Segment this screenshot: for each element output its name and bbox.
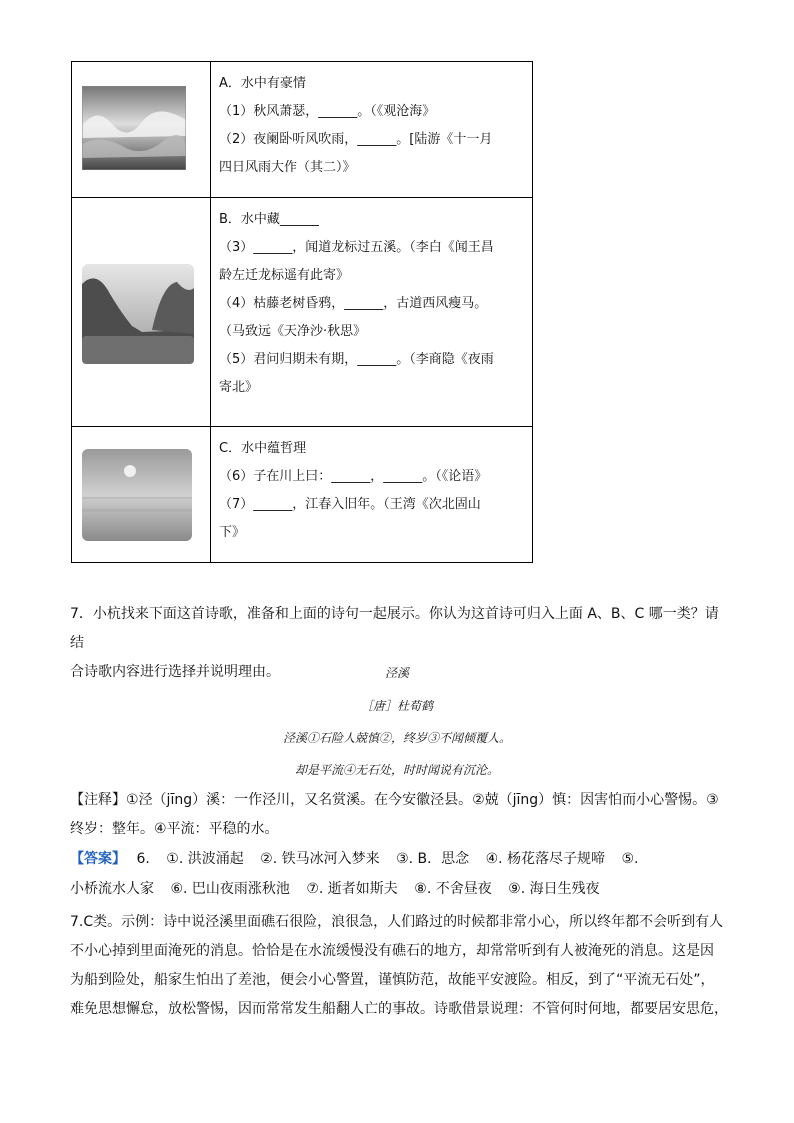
explanation-line: 7.C类。示例：诗中说泾溪里面礁石很险，浪很急，人们路过的时候都非常小心，所以终年都不会听到有人 [70,914,724,930]
question-line: 合诗歌内容进行选择并说明理由。 [70,664,280,680]
answer-line [70,844,730,874]
explanation-line: 难免思想懈怠，放松警惕，因而常常发生船翻人亡的事故。诗歌借景说理：不管何时何地，都要居安思危， [70,1001,728,1017]
note-line: 终岁：整年。④平流：平稳的水。 [70,821,279,837]
answer-tag: 【答案】 [70,851,126,867]
sea-waves-image [82,86,186,170]
answer-item: ②. 铁马冰河入梦来 [260,851,380,867]
answer-block [70,844,730,904]
answer-item: 小桥流水人家 [70,881,154,897]
text-line: （2）夜阑卧听风吹雨，______。[陆游《十一月 [219,132,493,147]
table-row [72,427,533,563]
text-line: （7）______，江春入旧年。（王湾《次北固山 [219,497,481,512]
text-line: 龄左迁龙标遥有此寄》 [219,268,350,283]
text-line: （3）______，闻道龙标过五溪。（李白《闻王昌 [219,240,494,255]
explanation-line: 为船到险处，船家生怕出了差池，便会小心警置，谨慎防范，故能平安渡险。相反，到了“平流无石处”， [70,972,715,988]
sunrise-image [82,449,192,541]
answer-item: ①. 洪波涌起 [166,851,244,867]
annotations [70,786,730,844]
poem-line: 却是平流④无石处，时时闻说有沉沦。 [294,763,499,777]
text-line: （6）子在川上曰：______，______。（《论语》 [219,469,488,484]
table-row [72,62,533,198]
image-cell [72,427,211,563]
text-line: （4）枯藤老树昏鸦，______，古道西风瘦马。 [219,296,488,311]
text-line: 下》 [219,525,246,540]
poem-title: 泾溪 [384,666,409,680]
answer-item: ④. 杨花落尽子规啼 [485,851,606,867]
answer-number: 6. [136,851,150,867]
poem-table [71,61,533,563]
answer-line [70,874,730,904]
answer-item: ⑥. 巴山夜雨涨秋池 [170,881,290,897]
mountains-image [82,264,194,364]
text-line: 四日风雨大作（其二）》 [219,160,356,175]
text-line: （1）秋风萧瑟，______。（《观沧海》 [219,104,436,119]
text-line: （5）君问归期未有期，______。（李商隐《夜雨 [219,352,494,367]
category-a-cell [211,62,533,198]
explanation [70,908,730,1024]
explanation-line: 不小心掉到里面淹死的消息。恰恰是在水流缓慢没有礁石的地方，却常常听到有人被淹死的消息。这是因 [70,943,714,959]
image-cell [72,198,211,427]
text-line: B．水中藏______ [219,212,319,227]
answer-item: ⑤. [621,851,639,867]
image-cell [72,62,211,198]
category-b-cell [211,198,533,427]
text-line: A．水中有豪情 [219,76,306,91]
answer-item: ⑦. 逝者如斯夫 [306,881,398,897]
poem-author: ［唐］杜荀鹤 [360,699,433,713]
question-line: 7．小杭找来下面这首诗歌，准备和上面的诗句一起展示。你认为这首诗可归入上面 A、B、C 哪一类？请结 [70,606,719,651]
text-line: C．水中蕴哲理 [219,441,307,456]
note-line: 【注释】①泾（jīng）溪：一作泾川，又名赏溪。在今安徽泾县。②兢（jīng）慎：因害怕而小心警惕。③ [70,792,719,808]
answer-item: ⑧. 不舍昼夜 [414,881,492,897]
category-c-cell [211,427,533,563]
answer-item: ③. B．思念 [396,851,470,867]
answer-item: ⑨. 海日生残夜 [508,881,600,897]
poem-line: 泾溪①石险人兢慎②，终岁③不闻倾覆人。 [282,731,511,745]
text-line: （马致远《天净沙·秋思》 [219,324,367,339]
text-line: 寄北》 [219,380,259,395]
table-row [72,198,533,427]
